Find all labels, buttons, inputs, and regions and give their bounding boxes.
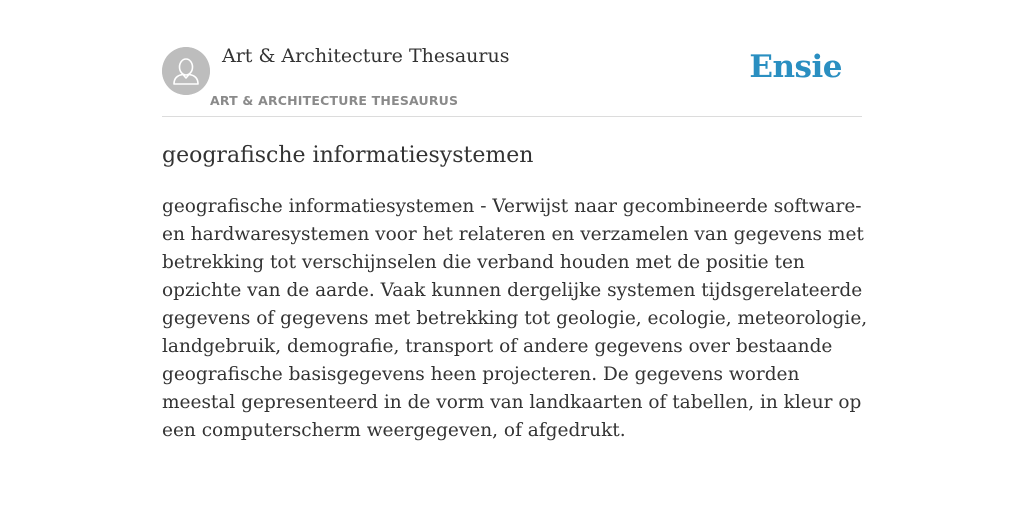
user-icon xyxy=(162,47,210,95)
page-container xyxy=(162,0,868,445)
avatar[interactable] xyxy=(162,47,210,95)
brand-logo[interactable]: Ensie xyxy=(749,49,842,85)
author-subtitle: ART & ARCHITECTURE THESAURUS xyxy=(210,93,459,108)
header xyxy=(162,0,862,117)
article-body: geografische informatiesystemen - Verwijst naar gecombineerde software- en hardwaresystemen voor het relateren en verzamelen van gegevens met betrekking tot verschijnselen die verband houden met de positie ten opzichte van de aarde. Vaak kunnen dergelijke systemen tijdsgerelateerde gegevens of gegevens met betrekking tot geologie, ecologie, meteorologie, landgebruik, demografie, transport of andere gegevens over bestaande geografische basisgegevens heen projecteren. De gegevens worden meestal gepresenteerd in de vorm van landkaarten of tabellen, in kleur op een computerscherm weergegeven, of afgedrukt. xyxy=(162,196,868,441)
article-title: geografische informatiesystemen xyxy=(162,143,534,168)
author-name[interactable]: Art & Architecture Thesaurus xyxy=(222,45,510,67)
